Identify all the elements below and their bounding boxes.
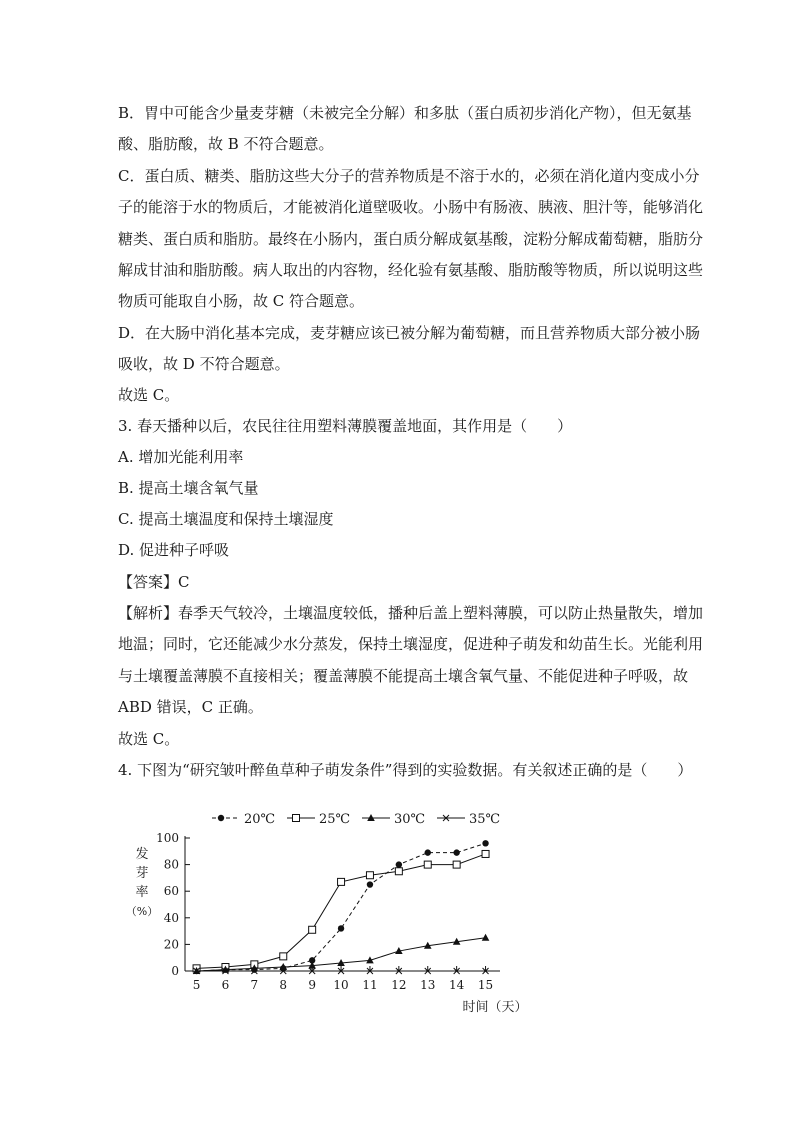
y-tick-label: 20 [163,937,179,952]
y-axis-label: 率 [135,885,149,900]
x-tick-label: 10 [333,978,349,992]
text-line: 解成甘油和脂肪酸。病人取出的内容物，经化验有氨基酸、脂肪酸等物质，所以说明这些 [118,261,704,279]
legend-label: 20℃ [244,812,276,827]
x-tick-label: 14 [449,978,465,992]
data-point-1 [453,861,460,868]
text-line: 4. 下图为“研究皱叶醉鱼草种子萌发条件”得到的实验数据。有关叙述正确的是（ ） [118,761,693,779]
text-line: 物质可能取自小肠，故 C 符合题意。 [118,292,365,310]
text-line: C. 提高土壤温度和保持土壤湿度 [118,510,334,528]
text-line: D. 促进种子呼吸 [118,541,230,559]
data-point-0 [453,849,459,855]
y-tick-label: 0 [171,964,179,978]
data-point-1 [338,878,345,885]
y-axis-unit: （%） [125,905,159,918]
data-point-0 [396,861,402,867]
data-point-0 [367,881,373,887]
legend-label: 30℃ [394,812,426,827]
legend-marker-1 [293,815,300,822]
text-line: 3. 春天播种以后，农民往往用塑料薄膜覆盖地面，其作用是（ ） [118,417,573,435]
text-line: 与土壤覆盖薄膜不直接相关；覆盖薄膜不能提高土壤含氧气量、不能促进种子呼吸，故 [118,667,689,685]
x-tick-label: 9 [308,978,316,992]
legend-label: 25℃ [319,812,351,827]
data-point-0 [338,925,344,931]
data-point-1 [482,850,489,857]
data-point-1 [395,868,402,875]
text-line: D．在大肠中消化基本完成，麦芽糖应该已被分解为葡萄糖，而且营养物质大部分被小肠 [118,324,701,342]
x-tick-label: 15 [477,978,494,992]
data-point-1 [309,926,316,933]
y-tick-label: 60 [163,884,179,899]
legend-marker-0 [218,815,224,821]
text-line: B．胃中可能含少量麦芽糖（未被完全分解）和多肽（蛋白质初步消化产物），但无氨基 [118,104,692,122]
text-line: 【解析】春季天气较冷，土壤温度较低，播种后盖上塑料薄膜，可以防止热量散失，增加 [118,604,704,622]
x-tick-label: 12 [391,978,407,992]
series-line-0 [197,843,486,971]
y-tick-label: 100 [156,831,179,845]
text-line: 吸收，故 D 不符合题意。 [118,355,290,373]
text-line: C．蛋白质、糖类、脂肪这些大分子的营养物质是不溶于水的，必须在消化道内变成小分 [118,167,700,185]
text-line: A. 增加光能利用率 [118,448,244,466]
y-tick-label: 40 [163,910,179,925]
text-line: 糖类、蛋白质和脂肪。最终在小肠内，蛋白质分解成氨基酸，淀粉分解成葡萄糖，脂肪分 [118,230,704,248]
germination-chart [125,800,530,1034]
series-line-1 [197,854,486,968]
legend-label: 35℃ [469,812,501,827]
text-line: 酸、脂肪酸，故 B 不符合题意。 [118,135,334,153]
y-axis-label: 发 [135,847,149,862]
x-tick-label: 7 [250,978,259,992]
x-tick-label: 8 [279,978,288,992]
data-point-0 [425,849,431,855]
data-point-1 [366,872,373,879]
y-tick-label: 80 [163,857,179,872]
x-tick-label: 11 [362,978,378,992]
text-line: 地温；同时，它还能减少水分蒸发，保持土壤湿度，促进种子萌发和幼苗生长。光能利用 [118,635,704,653]
x-axis-label: 时间（天） [462,1000,528,1015]
text-line: 故选 C。 [118,386,180,404]
text-line: B. 提高土壤含氧气量 [118,479,259,497]
text-line: 子的能溶于水的物质后，才能被消化道壁吸收。小肠中有肠液、胰液、胆汁等，能够消化 [118,198,704,216]
data-point-1 [280,953,287,960]
text-line: ABD 错误，C 正确。 [118,698,263,716]
text-line: 故选 C。 [118,730,180,748]
y-axis-label: 芽 [135,866,149,881]
x-tick-label: 5 [192,978,201,992]
chart-svg [125,800,530,1030]
data-point-2 [482,934,490,941]
text-line: 【答案】C [118,573,190,591]
data-point-1 [424,861,431,868]
x-tick-label: 6 [221,978,230,992]
x-tick-label: 13 [420,978,436,992]
data-point-0 [482,840,488,846]
